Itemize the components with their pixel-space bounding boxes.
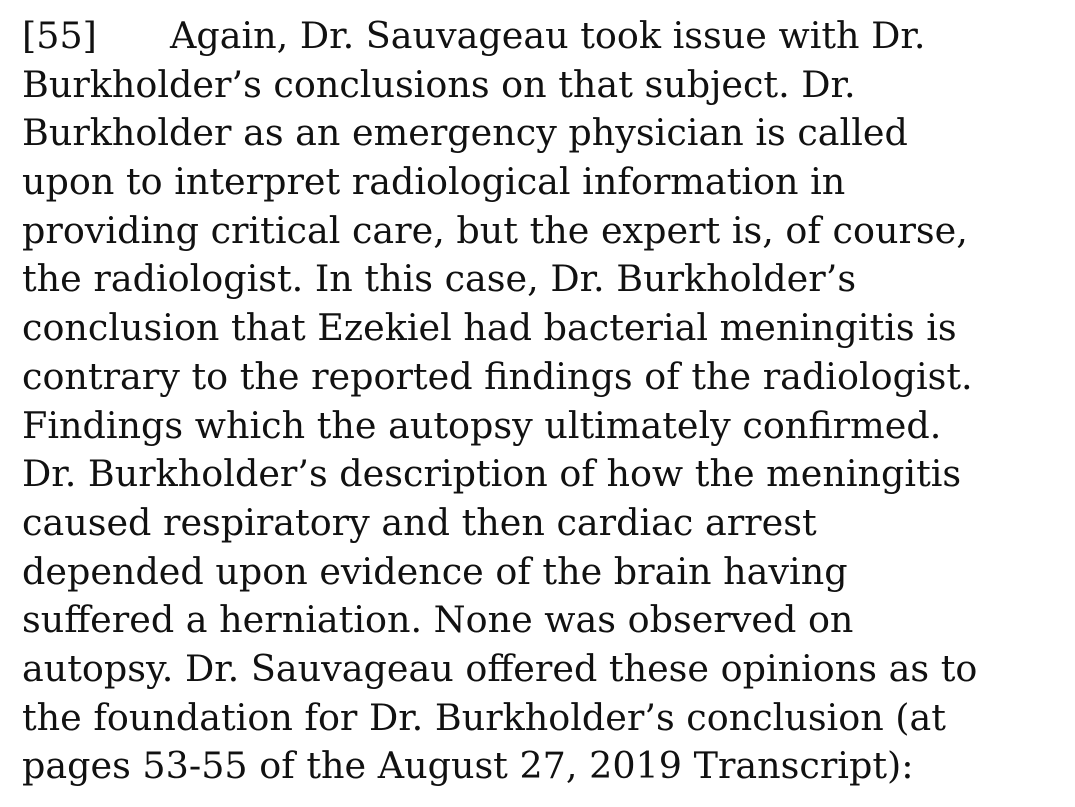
text-line: caused respiratory and then cardiac arrest (22, 500, 817, 544)
text-line (22, 12, 977, 61)
line-text: Again, Dr. Sauvageau took issue with Dr. (170, 14, 926, 57)
text-line: autopsy. Dr. Sauvageau offered these opinions as to (22, 646, 978, 690)
text-line: depended upon evidence of the brain having (22, 549, 848, 593)
text-line: pages 53-55 of the August 27, 2019 Transcript): (22, 744, 914, 788)
text-line: Dr. Burkholder’s description of how the meningitis (22, 452, 962, 496)
text-line: conclusion that Ezekiel had bacterial meningitis is (22, 306, 957, 350)
paragraph-55 (22, 12, 977, 791)
text-line: the radiologist. In this case, Dr. Burkholder’s (22, 257, 857, 301)
paragraph-number: [55] (22, 14, 97, 57)
text-line: providing critical care, but the expert is, of course, (22, 208, 968, 252)
text-line: suffered a herniation. None was observed on (22, 598, 854, 642)
text-line: Burkholder as an emergency physician is called (22, 111, 908, 155)
text-line: upon to interpret radiological information in (22, 160, 846, 204)
text-line: contrary to the reported findings of the radiologist. (22, 354, 973, 398)
text-line: the foundation for Dr. Burkholder’s conclusion (at (22, 695, 946, 739)
text-line: Findings which the autopsy ultimately confirmed. (22, 403, 942, 447)
text-line: Burkholder’s conclusions on that subject. Dr. (22, 62, 856, 106)
